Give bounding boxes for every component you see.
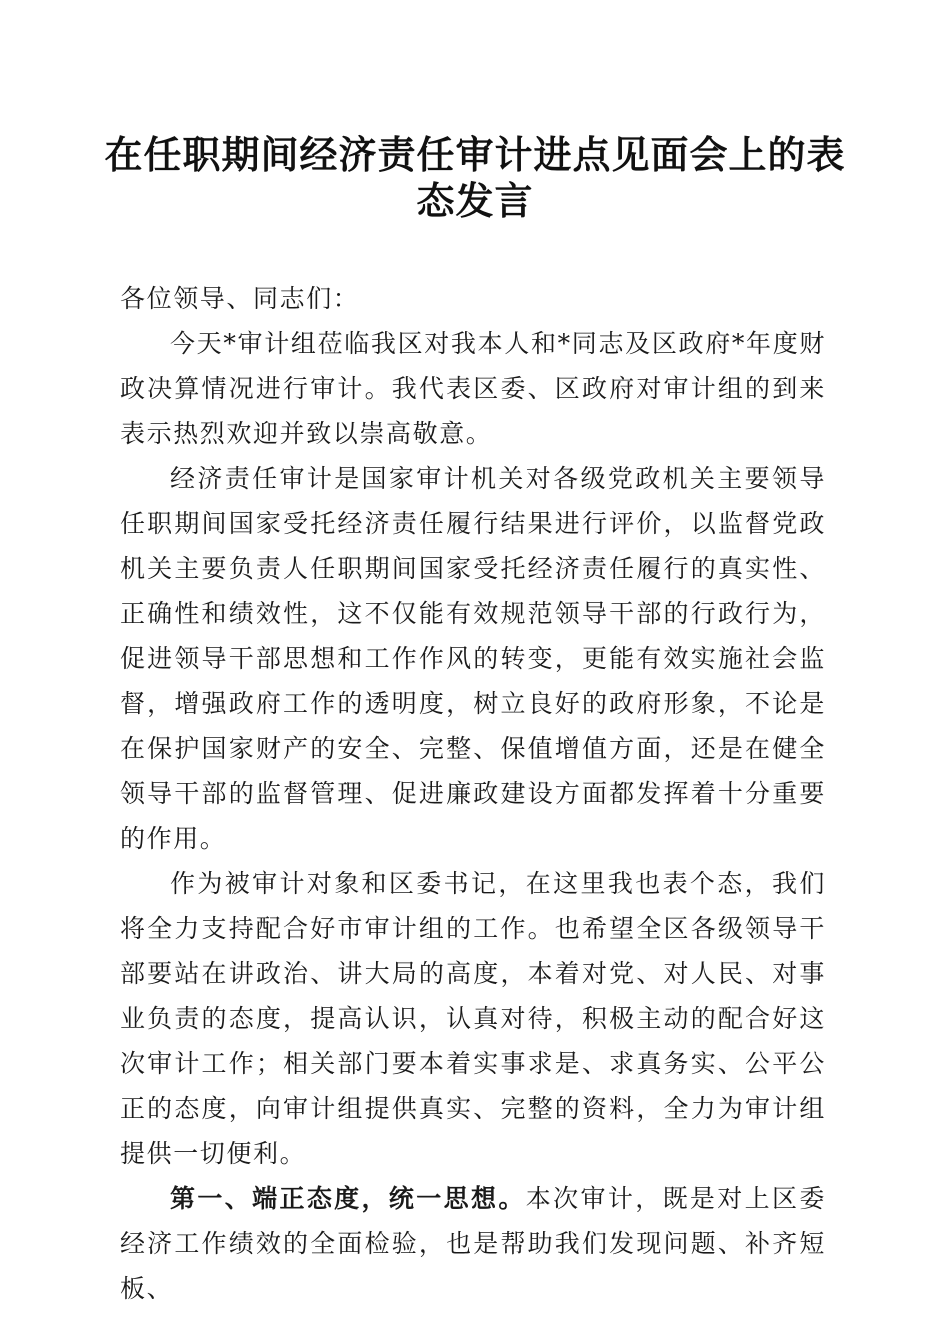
paragraph-welcome [120, 321, 826, 456]
document-body [120, 276, 826, 1311]
paragraph-point-one [120, 1176, 826, 1311]
paragraph-lead-heading: 第一、端正态度，统一思想。 [170, 1184, 526, 1213]
paragraph-text: 本次审计，既是对上区委经济工作绩效的全面检验，也是帮助我们发现问题、补齐短板、 [120, 1184, 826, 1303]
paragraph-text: 经济责任审计是国家审计机关对各级党政机关主要领导任职期间国家受托经济责任履行结果进行评价，以监督党政机关主要负责人任职期间国家受托经济责任履行的真实性、正确性和绩效性，这不仅能有效规范领导干部的行政行为，促进领导干部思想和工作作风的转变，更能有效实施社会监督，增强政府工作的透明度，树立良好的政府形象，不论是在保护国家财产的安全、完整、保值增值方面，还是在健全领导干部的监督管理、促进廉政建设方面都发挥着十分重要的作用。 [120, 464, 826, 853]
paragraph-audit-significance [120, 456, 826, 861]
paragraph-text: 作为被审计对象和区委书记，在这里我也表个态，我们将全力支持配合好市审计组的工作。也希望全区各级领导干部要站在讲政治、讲大局的高度，本着对党、对人民、对事业负责的态度，提高认识，认真对待，积极主动的配合好这次审计工作；相关部门要本着实事求是、求真务实、公平公正的态度，向审计组提供真实、完整的资料，全力为审计组提供一切便利。 [120, 869, 826, 1168]
salutation: 各位领导、同志们： [120, 284, 360, 313]
paragraph-text: 今天*审计组莅临我区对我本人和*同志及区政府*年度财政决算情况进行审计。我代表区委、区政府对审计组的到来表示热烈欢迎并致以崇高敬意。 [120, 329, 826, 448]
document-title: 在任职期间经济责任审计进点见面会上的表态发言 [104, 132, 846, 223]
paragraph-commitment [120, 861, 826, 1176]
